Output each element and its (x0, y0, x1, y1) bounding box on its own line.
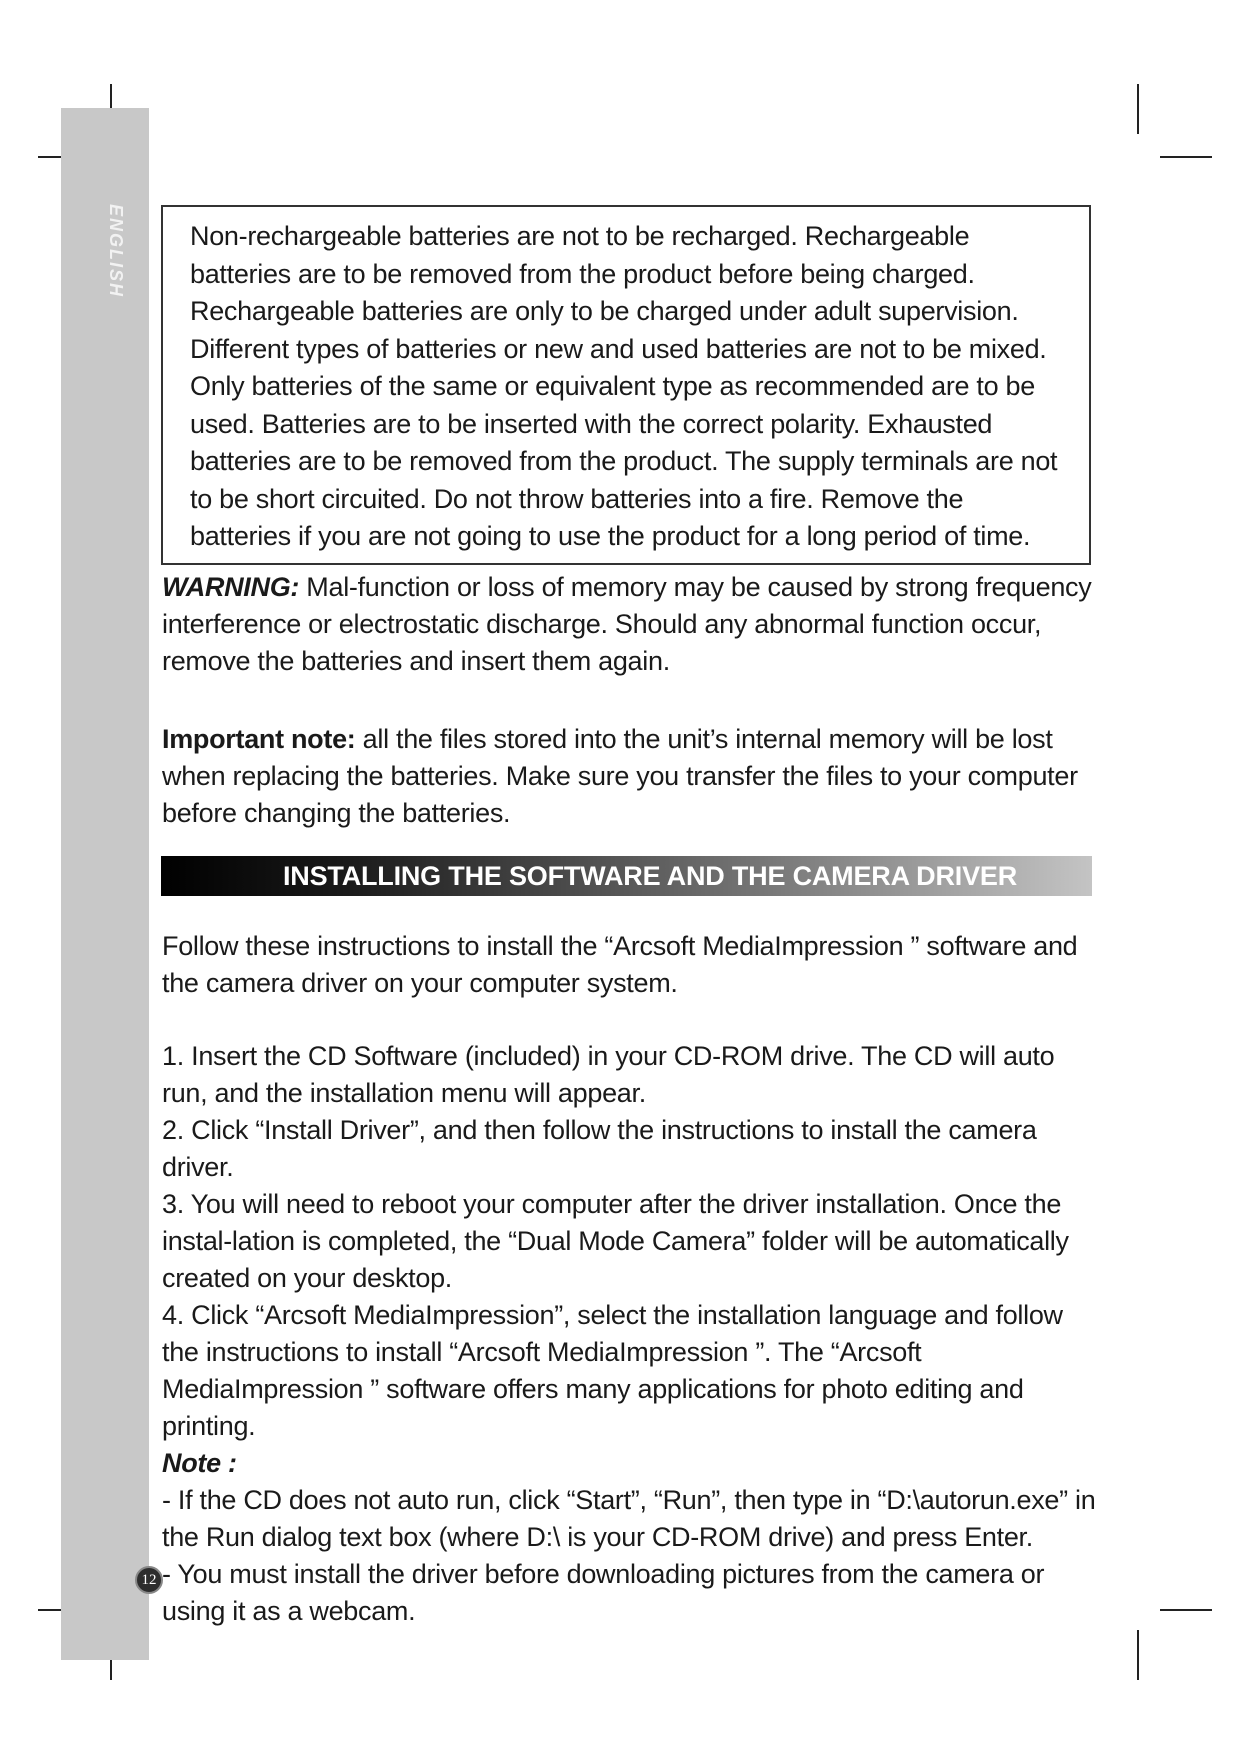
side-tab (61, 108, 149, 1660)
note-item: - You must install the driver before downloading pictures from the camera or using it as a webcam. (162, 1559, 1045, 1626)
language-label: ENGLISH (106, 204, 126, 299)
install-step: 2. Click “Install Driver”, and then follow the instructions to install the camera driver. (162, 1115, 1037, 1182)
section-heading-text: INSTALLING THE SOFTWARE AND THE CAMERA DRIVER (283, 860, 1017, 891)
important-note-label: Important note: (162, 724, 356, 754)
battery-caution-text: Non-rechargeable batteries are not to be recharged. Rechargeable batteries are to be removed from the product before being charged. Rechargeable batteries are only to be charged under adult supervision. Different types of batteries or new and used batteries are not to be mixed. Only batteries of the same or equivalent type as recommended are to be used. Batteries are to be inserted with the correct polarity. Exhausted batteries are to be removed from the product. The supply terminals are not to be short circuited. Do not throw batteries into a fire. Remove the batteries if you are not going to use the product for a long period of time. (190, 221, 1058, 551)
crop-mark (1160, 156, 1212, 158)
section-heading (161, 856, 1092, 896)
page-number: 12 (135, 1566, 163, 1594)
install-step: 1. Insert the CD Software (included) in your CD-ROM drive. The CD will auto run, and the installation menu will appear. (162, 1041, 1055, 1108)
warning-label: WARNING: (162, 572, 300, 602)
warning-paragraph (162, 569, 1097, 680)
crop-mark (1137, 84, 1139, 134)
important-note-text: all the files stored into the unit’s internal memory will be lost when replacing the batteries. Make sure you transfer the files to your computer before changing the batteries. (162, 724, 1078, 828)
install-step: 3. You will need to reboot your computer after the driver installation. Once the instal-lation is completed, the “Dual Mode Camera” folder will be automatically created on your desktop. (162, 1189, 1069, 1293)
crop-mark (1160, 1609, 1212, 1611)
note-item: - If the CD does not auto run, click “Start”, “Run”, then type in “D:\autorun.exe” in the Run dialog text box (where D:\ is your CD-ROM drive) and press Enter. (162, 1485, 1096, 1552)
note-label: Note : (162, 1448, 237, 1478)
install-step: 4. Click “Arcsoft MediaImpression”, select the installation language and follow the instructions to install “Arcsoft MediaImpression ”. The “Arcsoft MediaImpression ” software offers many applications for photo editing and printing. (162, 1300, 1063, 1441)
important-note-paragraph (162, 721, 1097, 832)
install-intro: Follow these instructions to install the “Arcsoft MediaImpression ” software and the camera driver on your computer system. (162, 931, 1078, 998)
battery-caution-box (161, 205, 1091, 565)
install-steps (162, 1038, 1097, 1630)
crop-mark (1137, 1630, 1139, 1680)
warning-text: Mal-function or loss of memory may be caused by strong frequency interference or electrostatic discharge. Should any abnormal function occur, remove the batteries and insert them again. (162, 572, 1092, 676)
